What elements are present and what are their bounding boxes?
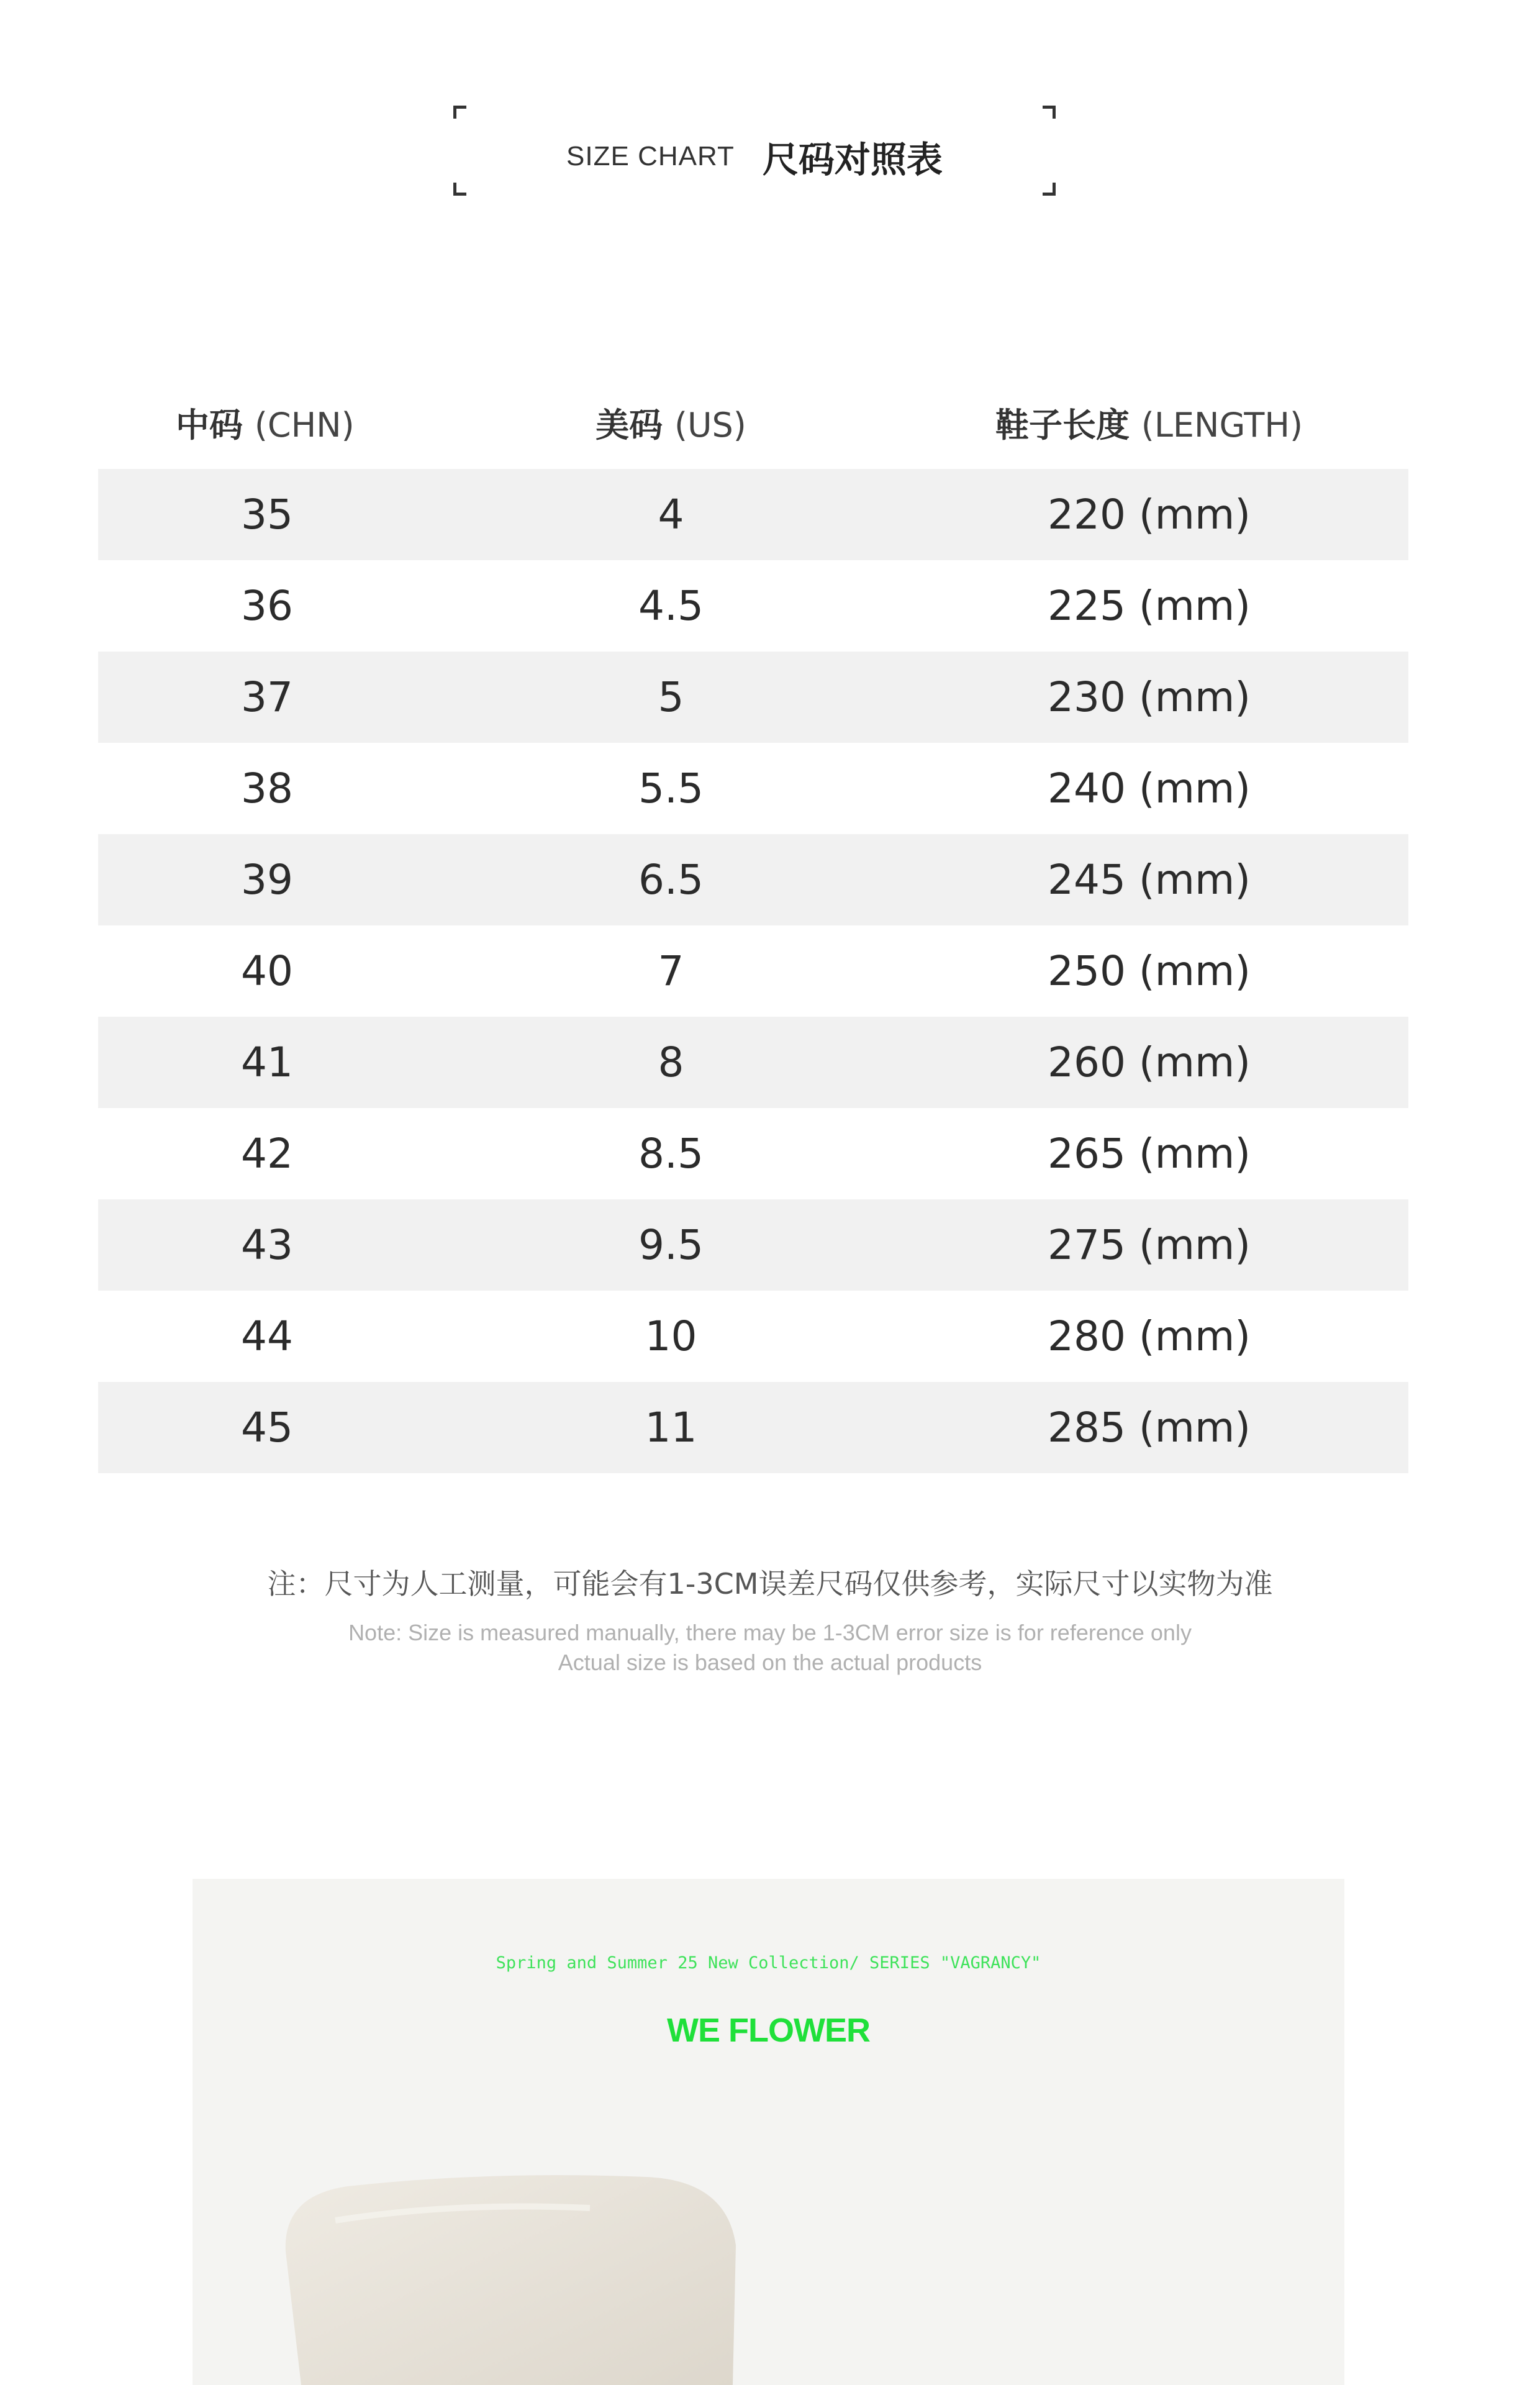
cell-us: 4 [658,491,684,538]
column-header-length-en: (LENGTH) [1141,405,1303,445]
shoe-product-image [192,2152,1344,2385]
corner-bracket-top-left [453,106,466,119]
note-english-line-2: Actual size is based on the actual products [558,1650,982,1675]
header-title [453,130,1056,183]
cell-length: 275 (mm) [1047,1221,1251,1269]
cell-chn: 36 [241,582,293,630]
cell-us: 6.5 [638,856,704,904]
table-row [98,1017,1408,1108]
cell-length: 285 (mm) [1047,1404,1251,1451]
cell-us: 5.5 [638,765,704,812]
table-row [98,743,1408,834]
corner-bracket-bottom-right [1043,183,1056,196]
column-header-us [452,399,890,447]
column-header-chn-cn: 中码 [176,405,243,445]
size-table [98,376,1408,1473]
table-row [98,652,1408,743]
column-header-chn [98,399,452,447]
table-header-row [98,376,1408,469]
cell-length: 250 (mm) [1047,947,1251,995]
corner-bracket-bottom-left [453,183,466,196]
collection-subtitle: Spring and Summer 25 New Collection/ SERIES "VAGRANCY" [496,1953,1041,1973]
cell-length: 260 (mm) [1047,1038,1251,1086]
cell-chn: 40 [241,947,293,995]
header-title-cn: 尺码对照表 [762,139,943,181]
cell-us: 4.5 [638,582,704,630]
table-row [98,560,1408,652]
table-row [98,1382,1408,1473]
table-row [98,925,1408,1017]
column-header-us-cn: 美码 [596,405,663,445]
note-english-line-1: Note: Size is measured manually, there may be 1-3CM error size is for reference only [348,1620,1192,1645]
column-header-chn-en: (CHN) [254,405,355,445]
table-row [98,834,1408,925]
cell-length: 220 (mm) [1047,491,1251,538]
header-title-en: SIZE CHART [566,141,735,171]
cell-chn: 39 [241,856,293,904]
cell-us: 7 [658,947,684,995]
corner-bracket-top-right [1043,106,1056,119]
cell-length: 265 (mm) [1047,1130,1251,1178]
cell-chn: 42 [241,1130,293,1178]
collection-title: WE FLOWER [667,2012,870,2049]
table-row [98,1291,1408,1382]
table-row [98,1199,1408,1291]
cell-us: 8 [658,1038,684,1086]
table-row [98,469,1408,560]
note-chinese: 注：尺寸为人工测量，可能会有1-3CM误差尺码仅供参考，实际尺寸以实物为准 [267,1567,1273,1601]
cell-chn: 37 [241,673,293,721]
column-header-length [890,399,1408,447]
cell-us: 10 [645,1312,697,1360]
cell-us: 8.5 [638,1130,704,1178]
column-header-length-cn: 鞋子长度 [995,405,1130,445]
cell-us: 11 [645,1404,697,1451]
table-row [98,1108,1408,1199]
cell-length: 245 (mm) [1047,856,1251,904]
cell-chn: 38 [241,765,293,812]
size-chart-header [453,106,1056,196]
cell-chn: 41 [241,1038,293,1086]
cell-length: 280 (mm) [1047,1312,1251,1360]
cell-chn: 35 [241,491,293,538]
cell-us: 9.5 [638,1221,704,1269]
column-header-us-en: (US) [674,405,746,445]
cell-length: 230 (mm) [1047,673,1251,721]
cell-length: 240 (mm) [1047,765,1251,812]
collection-banner [192,1879,1344,2385]
cell-chn: 43 [241,1221,293,1269]
cell-length: 225 (mm) [1047,582,1251,630]
cell-us: 5 [658,673,684,721]
cell-chn: 45 [241,1404,293,1451]
cell-chn: 44 [241,1312,293,1360]
